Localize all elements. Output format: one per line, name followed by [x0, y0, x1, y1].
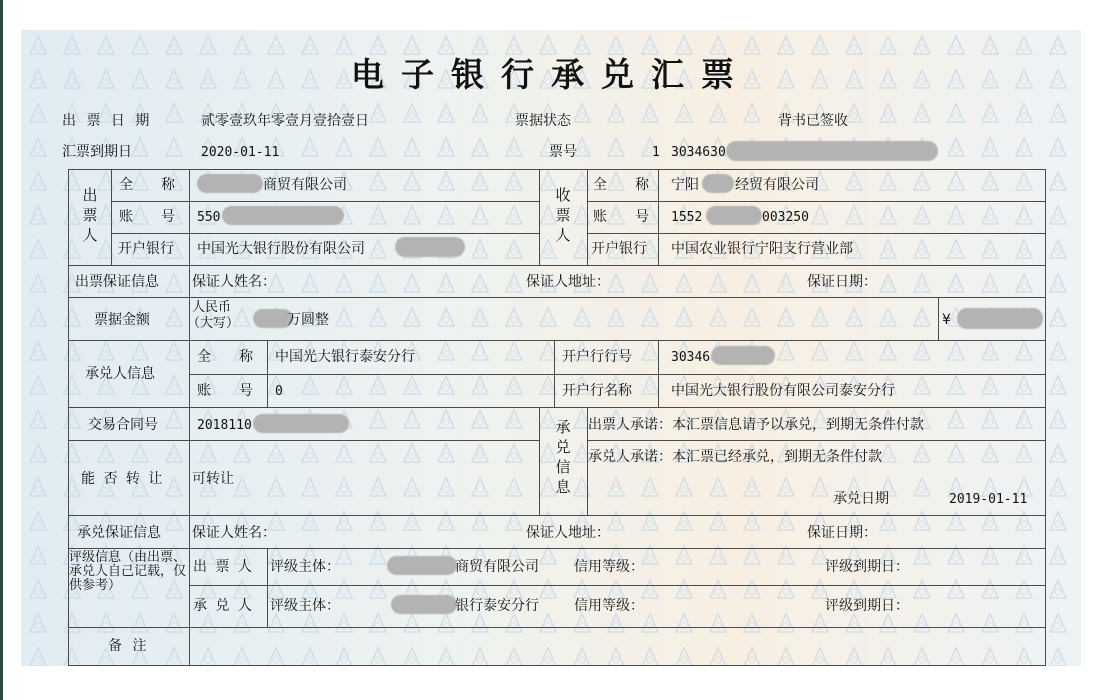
transfer-value: 可转让 [192, 471, 234, 487]
rating-drawer-subject: 商贸有限公司 [455, 559, 539, 575]
rating-label: 评级信息（由出票、承兑人自己记载，仅供参考） [69, 550, 187, 593]
payee-name-suffix: 经贸有限公司 [735, 177, 819, 193]
rating-acceptor-subject-label: 评级主体： [270, 598, 340, 614]
acceptor-label: 承兑人信息 [85, 366, 155, 382]
status-value: 背书已签收 [778, 113, 848, 129]
redaction-rating-acceptor [391, 595, 457, 614]
payee-bank: 中国农业银行宁阳支行营业部 [671, 241, 853, 257]
acceptance-date-label: 承兑日期 [833, 491, 889, 507]
guarantee-date: 保证日期： [807, 274, 877, 290]
drawer-account-label: 账 号 [119, 209, 182, 225]
rating-drawer-credit-label: 信用等级： [574, 559, 644, 575]
rating-acceptor-subject: 银行泰安分行 [455, 598, 539, 614]
guarantee-label: 出票保证信息 [75, 274, 159, 290]
bill-document [21, 30, 1081, 666]
acceptor-account-label: 账 号 [197, 383, 260, 399]
status-label: 票据状态 [515, 113, 571, 129]
bill-no: 3034630 [671, 145, 726, 160]
window-edge [0, 0, 3, 700]
rating-drawer-subject-label: 评级主体： [270, 559, 340, 575]
contract-label: 交易合同号 [88, 417, 158, 433]
rating-drawer-expiry-label: 评级到期日： [825, 559, 909, 575]
acceptor-bank-name: 中国光大银行股份有限公司泰安分行 [671, 383, 895, 399]
accept-guarantee-label: 承兑保证信息 [77, 525, 161, 541]
acceptance-label: 承兑信息 [555, 418, 571, 496]
drawer-promise: 出票人承诺：本汇票信息请予以承兑，到期无条件付款 [588, 417, 924, 433]
drawer-label: 出票人 [82, 186, 98, 244]
yen-symbol: ¥ [942, 312, 951, 328]
bill-no-label: 票号 [549, 144, 577, 160]
contract-value: 2018110 [197, 418, 252, 433]
bill-title: 电子银行承兑汇票 [351, 55, 751, 94]
redaction-amount-number [957, 308, 1043, 329]
due-date-label: 汇票到期日 [62, 144, 132, 160]
payee-account-label: 账 号 [593, 209, 656, 225]
payee-bank-label: 开户银行 [591, 241, 647, 257]
redaction-payee-account [706, 206, 762, 225]
accept-guarantor-name: 保证人姓名： [192, 525, 276, 541]
rating-acceptor-expiry-label: 评级到期日： [825, 598, 909, 614]
rating-acceptor-label: 承 兑 人 [193, 598, 254, 614]
transfer-label: 能 否 转 让 [81, 471, 165, 487]
redaction-acceptor-bank-no [711, 346, 775, 365]
acceptor-account: 0 [275, 384, 283, 399]
acceptance-date: 2019-01-11 [949, 492, 1028, 507]
redaction-contract [253, 414, 349, 433]
amount-label: 票据金额 [94, 312, 150, 328]
redaction-drawer-account [222, 206, 344, 225]
payee-account-prefix: 1552 [671, 210, 703, 225]
payee-name-prefix: 宁阳 [671, 177, 699, 193]
payee-name-label: 全 称 [593, 177, 656, 193]
drawer-bank: 中国光大银行股份有限公司 [197, 241, 365, 257]
upper-amount: 万圆整 [287, 312, 329, 328]
acceptor-bank-no: 30346 [671, 350, 711, 365]
currency-upper: 人民币 [192, 300, 232, 315]
guarantor-name: 保证人姓名： [192, 274, 276, 290]
due-date: 2020-01-11 [201, 145, 280, 160]
drawer-bank-label: 开户银行 [118, 241, 174, 257]
rating-acceptor-credit-label: 信用等级： [574, 598, 644, 614]
upper-hint: （大写） [187, 316, 240, 331]
acceptor-name: 中国光大银行泰安分行 [275, 349, 415, 365]
drawer-name: 商贸有限公司 [263, 177, 347, 193]
payee-label: 收票人 [555, 186, 571, 244]
acceptor-promise: 承兑人承诺：本汇票已经承兑，到期无条件付款 [588, 449, 882, 465]
accept-guarantee-date: 保证日期： [807, 525, 877, 541]
redaction-drawer-name [197, 174, 263, 193]
acceptor-bank-no-label: 开户行行号 [562, 349, 632, 365]
redaction-drawer-bank [395, 237, 465, 257]
issue-date-label: 出 票 日 期 [62, 113, 153, 129]
remarks-label: 备 注 [108, 638, 150, 654]
bill-no-prefix: 1 [652, 145, 660, 160]
redaction-payee-name [702, 174, 734, 193]
drawer-name-label: 全 称 [119, 177, 182, 193]
issue-date: 贰零壹玖年零壹月壹拾壹日 [201, 113, 369, 129]
rating-drawer-label: 出 票 人 [193, 559, 254, 575]
accept-guarantor-address: 保证人地址： [526, 525, 610, 541]
drawer-account: 550 [197, 210, 221, 225]
acceptor-name-label: 全 称 [197, 349, 260, 365]
acceptor-bank-name-label: 开户行名称 [562, 383, 632, 399]
payee-account-suffix: 003250 [762, 210, 809, 225]
redaction-rating-drawer [387, 556, 457, 575]
guarantor-address: 保证人地址： [526, 274, 610, 290]
